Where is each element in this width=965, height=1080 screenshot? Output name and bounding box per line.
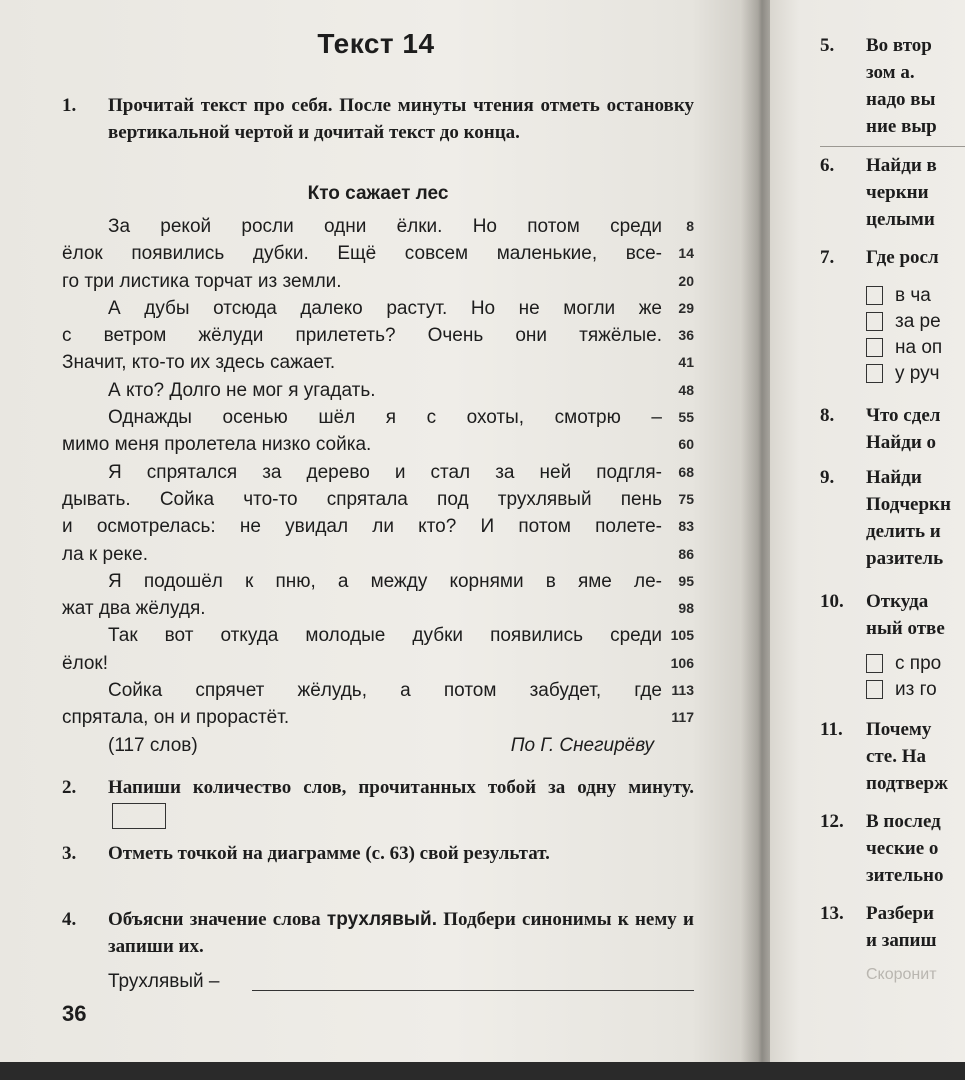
checkbox[interactable] — [866, 680, 883, 699]
page-number: 36 — [62, 1001, 87, 1026]
task-line: Разбери — [866, 903, 934, 924]
task-1 — [62, 92, 694, 146]
story-line — [62, 240, 694, 267]
story-line-text: Сойка спрячет жёлудь, а потом забудет, где — [108, 680, 662, 702]
task-number: 7. — [820, 247, 835, 268]
task-line: Во втор — [866, 35, 932, 56]
story-line — [62, 431, 694, 458]
story-line-text: Я спрятался за дерево и стал за ней подгля- — [108, 461, 662, 483]
story-line-text: спрятала, он и прорастёт. — [62, 707, 290, 729]
task-2 — [62, 774, 694, 829]
checkbox[interactable] — [866, 286, 883, 305]
option-row[interactable] — [866, 678, 937, 701]
task-3 — [62, 840, 694, 867]
task-number: 1. — [62, 95, 77, 116]
task-text: Прочитай текст про себя. После минуты чтения отметь остановку вертикальной чертой и дочитай текст до конца. — [108, 95, 694, 143]
story-line-text: За рекой росли одни ёлки. Но потом среди — [108, 216, 662, 237]
checkbox[interactable] — [866, 654, 883, 673]
word-total: (117 слов) — [108, 734, 198, 756]
word-count: 95 — [678, 572, 694, 589]
task-line: Найди о — [866, 432, 937, 453]
word-count: 8 — [686, 218, 694, 234]
task-number: 2. — [62, 777, 77, 798]
task-number: 9. — [820, 467, 835, 488]
task-number: 6. — [820, 155, 835, 176]
story-line — [62, 486, 694, 513]
word-count: 105 — [670, 627, 694, 644]
word-count-box[interactable] — [112, 803, 166, 829]
option-label: в ча — [895, 285, 931, 306]
task-line: зом а. — [866, 62, 915, 83]
option-label: из го — [895, 679, 937, 700]
word-count: 55 — [678, 409, 694, 426]
word-count: 36 — [678, 327, 694, 344]
task-number: 12. — [820, 811, 844, 832]
word-count: 117 — [671, 709, 694, 726]
story-line-text: Я подошёл к пню, а между корнями в яме ле- — [108, 570, 662, 592]
task-text: Объясни значение слова — [108, 909, 327, 930]
option-row[interactable] — [866, 362, 940, 385]
task-keyword: трухлявый. — [326, 909, 437, 930]
scan-edge — [0, 1062, 965, 1080]
task-number: 11. — [820, 719, 843, 740]
story-text — [62, 213, 694, 759]
word-count: 29 — [678, 299, 694, 316]
word-count: 20 — [678, 272, 694, 289]
right-page — [770, 0, 965, 1080]
story-line-text: жат два жёлудя. — [62, 598, 206, 620]
task-text: Отметь точкой на диаграмме (с. 63) свой результат. — [108, 843, 550, 864]
story-line — [62, 622, 694, 649]
task-line: ние выр — [866, 116, 937, 137]
task-line: целыми — [866, 209, 935, 230]
option-label: у руч — [895, 363, 940, 384]
task-number: 3. — [62, 843, 77, 864]
task-line: ный отве — [866, 618, 945, 639]
story-line-text: А кто? Долго не мог я угадать. — [108, 379, 376, 401]
word-count: 98 — [678, 600, 694, 617]
task-line: Найди — [866, 467, 922, 488]
story-line-text: Однажды осенью шёл я с охоты, смотрю – — [108, 407, 662, 429]
task-text: Напиши количество слов, прочитанных тобой за одну минуту. — [108, 777, 694, 798]
story-footer — [62, 732, 694, 759]
task-line: Откуда — [866, 591, 929, 612]
story-line — [62, 541, 694, 568]
story-line-text: и осмотрелась: не увидал ли кто? И потом полете- — [62, 516, 662, 538]
story-line-text: Так вот откуда молодые дубки появились среди — [108, 625, 662, 647]
task-line: делить и — [866, 521, 941, 542]
right-task-13 — [820, 900, 965, 954]
story-line-text: А дубы отсюда далеко растут. Но не могли же — [108, 297, 662, 319]
story-title: Кто сажает лес — [307, 183, 449, 204]
task-line: ческие о — [866, 838, 939, 859]
checkbox[interactable] — [866, 338, 883, 357]
option-label: за ре — [895, 311, 941, 332]
checkbox[interactable] — [866, 312, 883, 331]
story-line — [62, 513, 694, 540]
story-line — [62, 377, 694, 404]
story-line-text: Значит, кто-то их здесь сажает. — [62, 352, 336, 374]
word-count: 14 — [678, 245, 694, 262]
task-line: подтверж — [866, 773, 948, 794]
task-line: сте. На — [866, 746, 926, 767]
word-count: 83 — [678, 518, 694, 535]
word-count: 48 — [678, 381, 694, 398]
story-line-text: мимо меня пролетела низко сойка. — [62, 434, 372, 456]
option-row[interactable] — [866, 310, 941, 333]
story-line-text: го три листика торчат из земли. — [62, 270, 342, 292]
word-count: 113 — [671, 682, 694, 699]
answer-line[interactable] — [108, 968, 694, 995]
story-line-text: ёлок появились дубки. Ещё совсем маленькие, все- — [62, 243, 662, 265]
story-line-text: дывать. Сойка что-то спрятала под трухлявый пень — [62, 488, 662, 510]
story-line — [62, 295, 694, 322]
task-line: и запиш — [866, 930, 937, 951]
story-line — [62, 459, 694, 486]
task-line: зительно — [866, 865, 944, 886]
word-count: 60 — [678, 436, 694, 453]
answer-prompt: Трухлявый – — [108, 971, 220, 992]
word-count: 75 — [678, 490, 694, 507]
task-line: Найди в — [866, 155, 937, 176]
task-text: Подбери синонимы к нему и запиши их. — [108, 909, 694, 957]
divider — [820, 146, 965, 147]
right-task-11 — [820, 716, 965, 797]
task-4 — [62, 906, 694, 960]
option-row[interactable] — [866, 652, 941, 675]
task-line: Почему — [866, 719, 932, 740]
right-task-10 — [820, 588, 965, 642]
task-line: надо вы — [866, 89, 936, 110]
right-task-12 — [820, 808, 965, 889]
task-line: черкни — [866, 182, 929, 203]
right-task-9 — [820, 464, 965, 572]
right-task-7 — [820, 244, 965, 271]
story-line-text: с ветром жёлуди прилететь? Очень они тяжёлые. — [62, 325, 662, 347]
author: По Г. Снегирёву — [510, 734, 654, 756]
task-line: Что сдел — [866, 405, 941, 426]
word-count: 41 — [678, 354, 694, 371]
story-line — [62, 213, 694, 240]
checkbox[interactable] — [866, 364, 883, 383]
task-number: 5. — [820, 35, 835, 56]
right-task-6 — [820, 152, 965, 233]
faint-text: Скоронит — [866, 966, 937, 983]
story-line — [62, 650, 694, 677]
answer-rule — [252, 990, 694, 991]
story-line — [62, 322, 694, 349]
task-number: 10. — [820, 591, 844, 612]
task-line: разитель — [866, 548, 944, 569]
story-line — [62, 677, 694, 704]
option-label: на оп — [895, 337, 943, 358]
task-line: Подчеркн — [866, 494, 951, 515]
task-line: В послед — [866, 811, 941, 832]
story-line — [62, 595, 694, 622]
story-line-text: ёлок! — [62, 652, 109, 674]
story-line — [62, 704, 694, 731]
right-task-5 — [820, 32, 965, 140]
story-line — [62, 349, 694, 376]
task-number: 4. — [62, 909, 77, 930]
option-row[interactable] — [866, 336, 942, 359]
story-line-text: ла к реке. — [62, 543, 149, 565]
task-number: 13. — [820, 903, 844, 924]
word-count: 86 — [678, 545, 694, 562]
story-line — [62, 404, 694, 431]
option-row[interactable] — [866, 284, 931, 307]
word-count: 68 — [678, 463, 694, 480]
task-number: 8. — [820, 405, 835, 426]
story-line — [62, 568, 694, 595]
option-label: с про — [895, 653, 942, 674]
page-title: Текст 14 — [317, 28, 435, 59]
word-count: 106 — [670, 654, 694, 671]
right-task-8 — [820, 402, 965, 456]
task-line: Где росл — [866, 247, 939, 268]
story-line — [62, 268, 694, 295]
